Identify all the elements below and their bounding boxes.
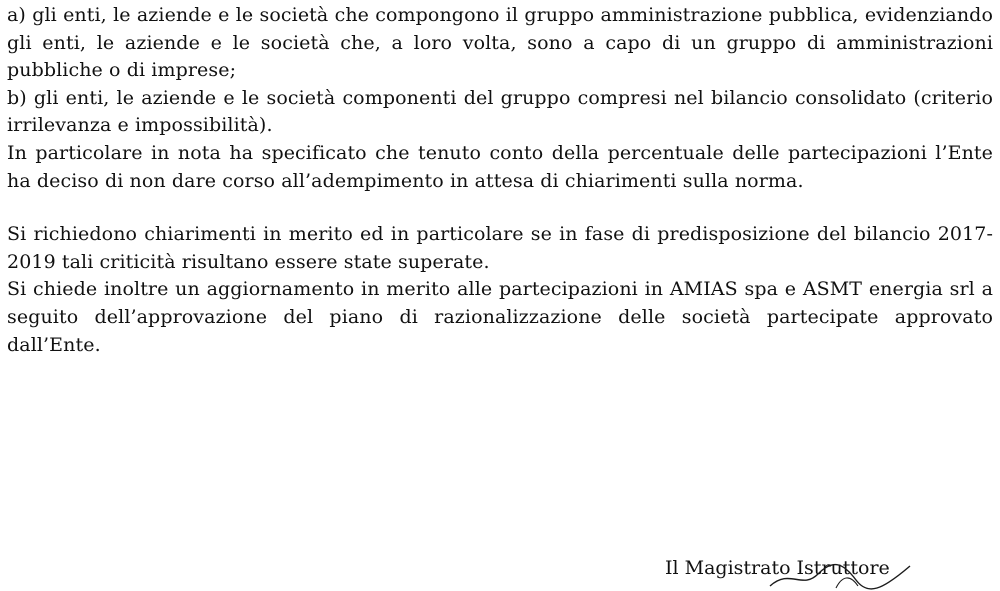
paragraph-update-request: Si chiede inoltre un aggiornamento in merito alle partecipazioni in AMIAS spa e ASMT energia srl a seguito dell’approvazione del piano di razionalizzazione delle società partecipate approvato dall’Ente. xyxy=(7,278,993,356)
handwritten-signature-icon xyxy=(760,560,920,591)
paragraph-clarification-request: Si richiedono chiarimenti in merito ed in particolare se in fase di predisposizione del bilancio 2017-2019 tali criticità risultano essere state superate. xyxy=(7,223,993,273)
signature-title: Il Magistrato Istruttore xyxy=(665,557,890,579)
paragraph-gap xyxy=(7,195,993,221)
document-body xyxy=(7,2,993,359)
paragraph-item-a: a) gli enti, le aziende e le società che compongono il gruppo amministrazione pubblica, evidenziando gli enti, le aziende e le società che, a loro volta, sono a capo di un gruppo di amministrazioni pubbliche o di imprese; xyxy=(7,4,993,82)
paragraph-note: In particolare in nota ha specificato che tenuto conto della percentuale delle partecipazioni l’Ente ha deciso di non dare corso all’adempimento in attesa di chiarimenti sulla norma. xyxy=(7,141,993,192)
paragraph-item-b: b) gli enti, le aziende e le società componenti del gruppo compresi nel bilancio consolidato (criterio irrilevanza e impossibilità). xyxy=(7,86,993,137)
